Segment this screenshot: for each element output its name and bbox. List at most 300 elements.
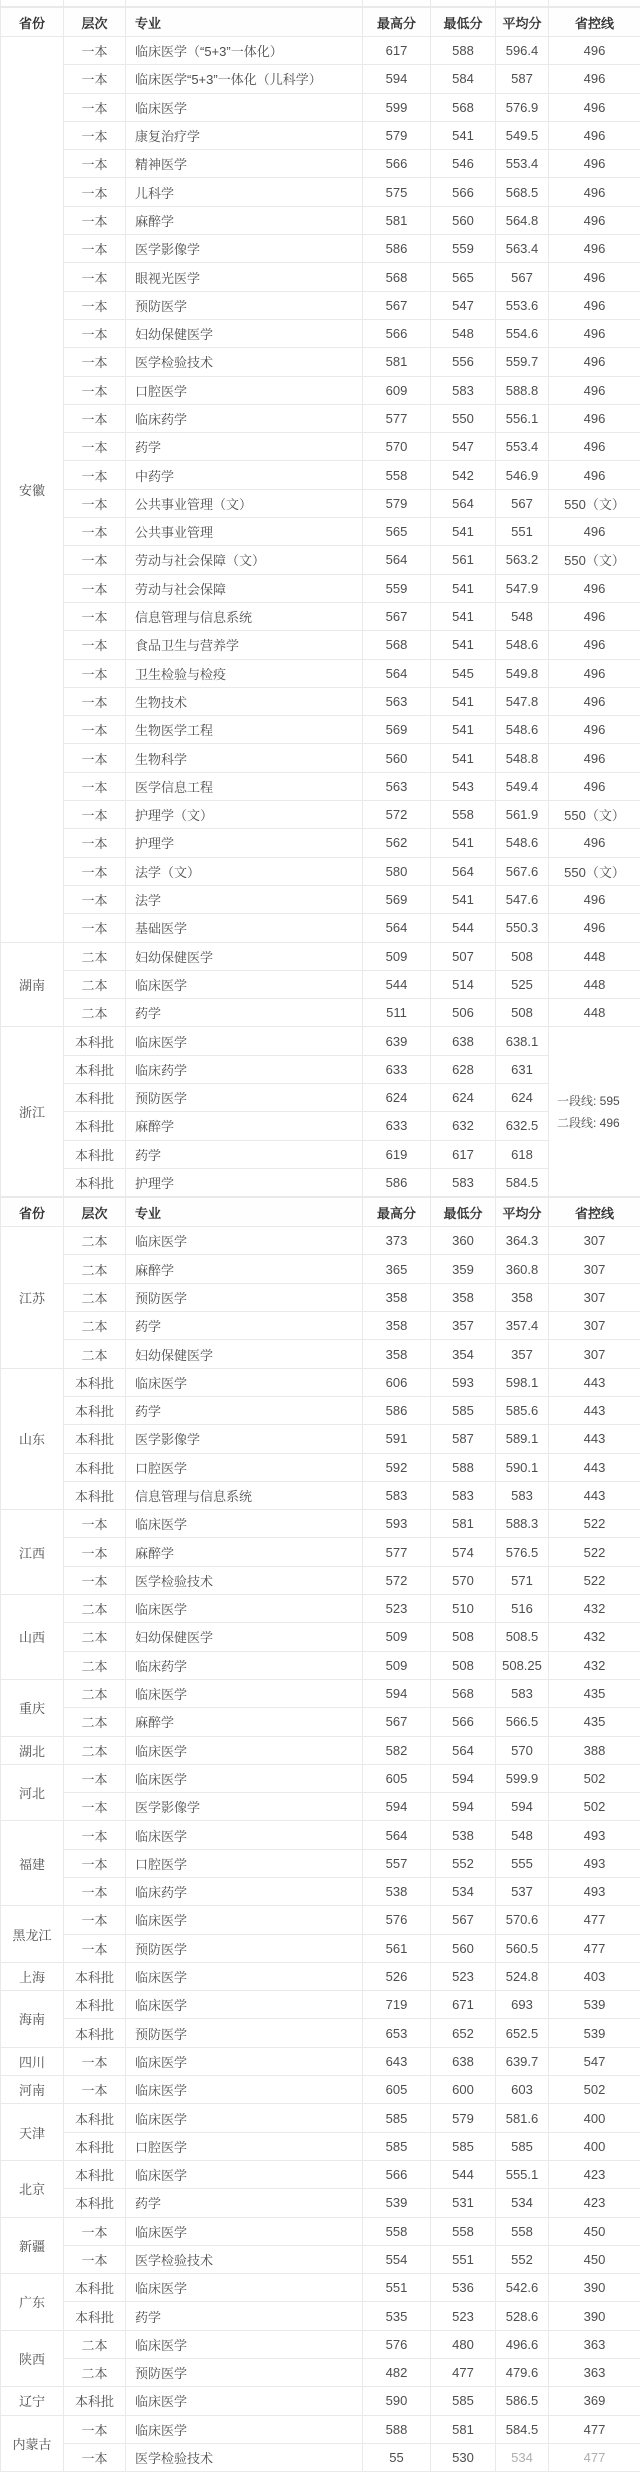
- major-cell: 康复治疗学: [126, 121, 363, 149]
- min-score-cell: 538: [431, 1821, 496, 1849]
- control-line-cell: 496: [549, 319, 640, 347]
- empty-cell: [363, 0, 431, 7]
- avg-score-cell: 508.5: [496, 1623, 549, 1651]
- table-row: [1, 1027, 640, 1055]
- min-score-cell: 508: [431, 1651, 496, 1679]
- major-cell: 麻醉学: [126, 1708, 363, 1736]
- province-cell: 浙江: [1, 1027, 64, 1197]
- major-cell: 护理学: [126, 829, 363, 857]
- table-row: [1, 1793, 640, 1821]
- min-score-cell: 583: [431, 1481, 496, 1509]
- score-tables-container: [0, 7, 640, 2472]
- table-row: [1, 744, 640, 772]
- major-cell: 医学影像学: [126, 1425, 363, 1453]
- column-header-avg-score: 平均分: [496, 8, 549, 37]
- table-row: [1, 1168, 640, 1196]
- max-score-cell: 558: [363, 2217, 431, 2245]
- control-line-cell: 307: [549, 1340, 640, 1368]
- avg-score-cell: 693: [496, 1991, 549, 2019]
- major-cell: 妇幼保健医学: [126, 1340, 363, 1368]
- max-score-cell: 365: [363, 1255, 431, 1283]
- column-header-level: 层次: [64, 1198, 126, 1227]
- control-line-cell: 477: [549, 1906, 640, 1934]
- max-score-cell: 619: [363, 1140, 431, 1168]
- level-cell: 一本: [64, 348, 126, 376]
- major-cell: 预防医学: [126, 291, 363, 319]
- control-line-cell: 496: [549, 744, 640, 772]
- min-score-cell: 360: [431, 1227, 496, 1255]
- header-row: [1, 1198, 640, 1227]
- header-row: [1, 8, 640, 37]
- avg-score-cell: 639.7: [496, 2047, 549, 2075]
- province-cell: 河南: [1, 2076, 64, 2104]
- major-cell: 临床医学: [126, 93, 363, 121]
- table-row: [1, 1651, 640, 1679]
- level-cell: 一本: [64, 744, 126, 772]
- control-line-cell: 307: [549, 1255, 640, 1283]
- min-score-cell: 541: [431, 687, 496, 715]
- table-row: [1, 631, 640, 659]
- control-line-cell: 496: [549, 37, 640, 65]
- min-score-cell: 523: [431, 1962, 496, 1990]
- level-cell: 一本: [64, 772, 126, 800]
- table-row: [1, 1140, 640, 1168]
- major-cell: 临床医学: [126, 1368, 363, 1396]
- level-cell: 二本: [64, 1595, 126, 1623]
- major-cell: 法学（文）: [126, 857, 363, 885]
- table-row: [1, 376, 640, 404]
- level-cell: 二本: [64, 1736, 126, 1764]
- level-cell: 本科批: [64, 1991, 126, 2019]
- max-score-cell: 585: [363, 2132, 431, 2160]
- level-cell: 二本: [64, 1255, 126, 1283]
- major-cell: 临床医学: [126, 1227, 363, 1255]
- max-score-cell: 572: [363, 801, 431, 829]
- max-score-cell: 564: [363, 1821, 431, 1849]
- level-cell: 本科批: [64, 1962, 126, 1990]
- control-line-cell: 477: [549, 2415, 640, 2443]
- max-score-cell: 568: [363, 631, 431, 659]
- control-line-cell: 493: [549, 1849, 640, 1877]
- avg-score-cell: 357: [496, 1340, 549, 1368]
- avg-score-cell: 549.8: [496, 659, 549, 687]
- max-score-cell: 535: [363, 2302, 431, 2330]
- column-header-max-score: 最高分: [363, 8, 431, 37]
- avg-score-cell: 563.2: [496, 546, 549, 574]
- level-cell: 二本: [64, 1708, 126, 1736]
- major-cell: 麻醉学: [126, 1255, 363, 1283]
- avg-score-cell: 534: [496, 2189, 549, 2217]
- max-score-cell: 594: [363, 65, 431, 93]
- level-cell: 一本: [64, 2047, 126, 2075]
- min-score-cell: 568: [431, 93, 496, 121]
- control-line-cell: 443: [549, 1425, 640, 1453]
- avg-score-cell: 588.8: [496, 376, 549, 404]
- major-cell: 药学: [126, 433, 363, 461]
- level-cell: 一本: [64, 716, 126, 744]
- max-score-cell: 570: [363, 433, 431, 461]
- table-row: [1, 1821, 640, 1849]
- table-row: [1, 1623, 640, 1651]
- level-cell: 本科批: [64, 1481, 126, 1509]
- control-line-cell: 432: [549, 1651, 640, 1679]
- max-score-cell: 358: [363, 1312, 431, 1340]
- max-score-cell: 568: [363, 263, 431, 291]
- major-cell: 口腔医学: [126, 2132, 363, 2160]
- avg-score-cell: 525: [496, 970, 549, 998]
- min-score-cell: 570: [431, 1566, 496, 1594]
- max-score-cell: 564: [363, 546, 431, 574]
- major-cell: 临床医学（“5+3”一体化）: [126, 37, 363, 65]
- table-row: [1, 319, 640, 347]
- province-cell: 江苏: [1, 1227, 64, 1368]
- min-score-cell: 544: [431, 2160, 496, 2188]
- level-cell: 二本: [64, 999, 126, 1027]
- control-line-cell: 423: [549, 2189, 640, 2217]
- table-row: [1, 1708, 640, 1736]
- level-cell: 本科批: [64, 2019, 126, 2047]
- major-cell: 医学影像学: [126, 235, 363, 263]
- max-score-cell: 583: [363, 1481, 431, 1509]
- max-score-cell: 569: [363, 885, 431, 913]
- table-row: [1, 1083, 640, 1111]
- table-row: [1, 1736, 640, 1764]
- column-header-major: 专业: [126, 8, 363, 37]
- avg-score-cell: 624: [496, 1083, 549, 1111]
- level-cell: 一本: [64, 235, 126, 263]
- level-cell: 一本: [64, 376, 126, 404]
- table-row: [1, 1962, 640, 1990]
- province-cell: 河北: [1, 1764, 64, 1821]
- major-cell: 临床医学: [126, 2217, 363, 2245]
- table-row: [1, 942, 640, 970]
- major-cell: 药学: [126, 2189, 363, 2217]
- min-score-cell: 584: [431, 65, 496, 93]
- min-score-cell: 628: [431, 1055, 496, 1083]
- max-score-cell: 605: [363, 1764, 431, 1792]
- table-row: [1, 1538, 640, 1566]
- table-row: [1, 2359, 640, 2387]
- table-row: [1, 914, 640, 942]
- partial-row-top: [0, 0, 640, 7]
- max-score-cell: 558: [363, 461, 431, 489]
- column-header-control-line: 省控线: [549, 1198, 640, 1227]
- major-cell: 生物技术: [126, 687, 363, 715]
- table-row: [1, 2132, 640, 2160]
- control-line-cell: 496: [549, 121, 640, 149]
- max-score-cell: 566: [363, 2160, 431, 2188]
- control-line-cell: 539: [549, 1991, 640, 2019]
- level-cell: 一本: [64, 2076, 126, 2104]
- control-line-cell: 496: [549, 376, 640, 404]
- avg-score-cell: 567: [496, 489, 549, 517]
- major-cell: 妇幼保健医学: [126, 319, 363, 347]
- control-line-cell: 496: [549, 263, 640, 291]
- table-row: [1, 2415, 640, 2443]
- major-cell: 药学: [126, 1396, 363, 1424]
- min-score-cell: 560: [431, 206, 496, 234]
- max-score-cell: 580: [363, 857, 431, 885]
- control-line-cell: 363: [549, 2359, 640, 2387]
- min-score-cell: 588: [431, 1453, 496, 1481]
- major-cell: 临床医学: [126, 1962, 363, 1990]
- table-row: [1, 2217, 640, 2245]
- level-cell: 一本: [64, 178, 126, 206]
- min-score-cell: 545: [431, 659, 496, 687]
- max-score-cell: 563: [363, 772, 431, 800]
- min-score-cell: 594: [431, 1793, 496, 1821]
- major-cell: 临床医学: [126, 2104, 363, 2132]
- level-cell: 二本: [64, 1227, 126, 1255]
- level-cell: 本科批: [64, 1368, 126, 1396]
- max-score-cell: 581: [363, 206, 431, 234]
- max-score-cell: 633: [363, 1112, 431, 1140]
- table-row: [1, 1453, 640, 1481]
- level-cell: 二本: [64, 1340, 126, 1368]
- max-score-cell: 509: [363, 1651, 431, 1679]
- major-cell: 麻醉学: [126, 1112, 363, 1140]
- min-score-cell: 579: [431, 2104, 496, 2132]
- table-row: [1, 263, 640, 291]
- min-score-cell: 508: [431, 1623, 496, 1651]
- control-line-cell: 388: [549, 1736, 640, 1764]
- max-score-cell: 557: [363, 1849, 431, 1877]
- avg-score-cell: 556.1: [496, 404, 549, 432]
- level-cell: 一本: [64, 121, 126, 149]
- level-cell: 本科批: [64, 1168, 126, 1196]
- table-row: [1, 2047, 640, 2075]
- avg-score-cell: 547.8: [496, 687, 549, 715]
- max-score-cell: 588: [363, 2415, 431, 2443]
- column-header-min-score: 最低分: [431, 8, 496, 37]
- major-cell: 临床医学: [126, 1027, 363, 1055]
- table-row: [1, 2104, 640, 2132]
- level-cell: 二本: [64, 1283, 126, 1311]
- table-row: [1, 1340, 640, 1368]
- avg-score-cell: 567.6: [496, 857, 549, 885]
- major-cell: 预防医学: [126, 1083, 363, 1111]
- major-cell: 医学检验技术: [126, 2245, 363, 2273]
- max-score-cell: 567: [363, 1708, 431, 1736]
- control-line-cell: 502: [549, 1793, 640, 1821]
- max-score-cell: 594: [363, 1793, 431, 1821]
- control-line-cell: 450: [549, 2245, 640, 2273]
- min-score-cell: 358: [431, 1283, 496, 1311]
- control-line-cell: 496: [549, 206, 640, 234]
- max-score-cell: 606: [363, 1368, 431, 1396]
- major-cell: 基础医学: [126, 914, 363, 942]
- major-cell: 临床医学: [126, 2160, 363, 2188]
- major-cell: 精神医学: [126, 150, 363, 178]
- table-row: [1, 801, 640, 829]
- max-score-cell: 643: [363, 2047, 431, 2075]
- max-score-cell: 566: [363, 319, 431, 347]
- table-row: [1, 37, 640, 65]
- table-row: [1, 178, 640, 206]
- table-row: [1, 1112, 640, 1140]
- province-cell: 重庆: [1, 1679, 64, 1736]
- major-cell: 预防医学: [126, 1283, 363, 1311]
- major-cell: 食品卫生与营养学: [126, 631, 363, 659]
- table-row: [1, 546, 640, 574]
- empty-cell: [496, 0, 549, 7]
- avg-score-cell: 528.6: [496, 2302, 549, 2330]
- avg-score-cell: 559.7: [496, 348, 549, 376]
- min-score-cell: 593: [431, 1368, 496, 1396]
- level-cell: 一本: [64, 857, 126, 885]
- major-cell: 眼视光医学: [126, 263, 363, 291]
- control-line-cell: 550（文）: [549, 546, 640, 574]
- control-line-cell: 550（文）: [549, 857, 640, 885]
- control-line-cell: 307: [549, 1283, 640, 1311]
- max-score-cell: 593: [363, 1510, 431, 1538]
- min-score-cell: 541: [431, 574, 496, 602]
- control-line-cell: 432: [549, 1595, 640, 1623]
- level-cell: 二本: [64, 2359, 126, 2387]
- avg-score-cell: 360.8: [496, 1255, 549, 1283]
- control-line-cell: 496: [549, 885, 640, 913]
- level-cell: 一本: [64, 1538, 126, 1566]
- table-row: [1, 2274, 640, 2302]
- table-row: [1, 659, 640, 687]
- avg-score-cell: 548.6: [496, 631, 549, 659]
- avg-score-cell: 555.1: [496, 2160, 549, 2188]
- major-cell: 信息管理与信息系统: [126, 1481, 363, 1509]
- min-score-cell: 541: [431, 631, 496, 659]
- min-score-cell: 638: [431, 1027, 496, 1055]
- level-cell: 本科批: [64, 2274, 126, 2302]
- level-cell: 一本: [64, 546, 126, 574]
- level-cell: 一本: [64, 150, 126, 178]
- max-score-cell: 653: [363, 2019, 431, 2047]
- max-score-cell: 719: [363, 1991, 431, 2019]
- level-cell: 一本: [64, 319, 126, 347]
- table-row: [1, 1312, 640, 1340]
- level-cell: 本科批: [64, 2160, 126, 2188]
- level-cell: 本科批: [64, 2104, 126, 2132]
- avg-score-cell: 547.9: [496, 574, 549, 602]
- min-score-cell: 547: [431, 433, 496, 461]
- avg-score-cell: 571: [496, 1566, 549, 1594]
- control-line-cell: 448: [549, 942, 640, 970]
- control-line-cell: 496: [549, 178, 640, 206]
- province-cell: 江西: [1, 1510, 64, 1595]
- max-score-cell: 373: [363, 1227, 431, 1255]
- avg-score-cell: 555: [496, 1849, 549, 1877]
- max-score-cell: 599: [363, 93, 431, 121]
- min-score-cell: 543: [431, 772, 496, 800]
- table-row: [1, 602, 640, 630]
- control-line-cell: 496: [549, 291, 640, 319]
- max-score-cell: 569: [363, 716, 431, 744]
- level-cell: 一本: [64, 2415, 126, 2443]
- avg-score-cell: 576.9: [496, 93, 549, 121]
- max-score-cell: 579: [363, 121, 431, 149]
- avg-score-cell: 546.9: [496, 461, 549, 489]
- control-line-cell: 502: [549, 2076, 640, 2104]
- table-row: [1, 1425, 640, 1453]
- level-cell: 二本: [64, 1312, 126, 1340]
- max-score-cell: 624: [363, 1083, 431, 1111]
- major-cell: 临床医学: [126, 1510, 363, 1538]
- table-row: [1, 2076, 640, 2104]
- max-score-cell: 560: [363, 744, 431, 772]
- level-cell: 一本: [64, 1510, 126, 1538]
- scores-table-block-1: [0, 7, 640, 1197]
- level-cell: 一本: [64, 574, 126, 602]
- max-score-cell: 594: [363, 1679, 431, 1707]
- control-line-cell: 435: [549, 1679, 640, 1707]
- column-header-major: 专业: [126, 1198, 363, 1227]
- min-score-cell: 510: [431, 1595, 496, 1623]
- avg-score-cell: 553.6: [496, 291, 549, 319]
- max-score-cell: 577: [363, 1538, 431, 1566]
- level-cell: 二本: [64, 1651, 126, 1679]
- max-score-cell: 590: [363, 2387, 431, 2415]
- column-header-control-line: 省控线: [549, 8, 640, 37]
- level-cell: 一本: [64, 518, 126, 546]
- control-line-cell: 547: [549, 2047, 640, 2075]
- province-cell: 四川: [1, 2047, 64, 2075]
- min-score-cell: 556: [431, 348, 496, 376]
- avg-score-cell: 548: [496, 1821, 549, 1849]
- max-score-cell: 482: [363, 2359, 431, 2387]
- table-row: [1, 65, 640, 93]
- major-cell: 预防医学: [126, 2359, 363, 2387]
- major-cell: 医学检验技术: [126, 348, 363, 376]
- level-cell: 一本: [64, 1906, 126, 1934]
- max-score-cell: 576: [363, 1906, 431, 1934]
- max-score-cell: 539: [363, 2189, 431, 2217]
- max-score-cell: 565: [363, 518, 431, 546]
- max-score-cell: 639: [363, 1027, 431, 1055]
- major-cell: 临床医学: [126, 2274, 363, 2302]
- province-cell: 山东: [1, 1368, 64, 1509]
- table-row: [1, 1764, 640, 1792]
- level-cell: 一本: [64, 2443, 126, 2471]
- level-cell: 本科批: [64, 1112, 126, 1140]
- max-score-cell: 544: [363, 970, 431, 998]
- control-line-cell: 423: [549, 2160, 640, 2188]
- table-row: [1, 348, 640, 376]
- major-cell: 公共事业管理: [126, 518, 363, 546]
- control-line-cell: 522: [549, 1566, 640, 1594]
- avg-score-cell: 585: [496, 2132, 549, 2160]
- avg-score-cell: 554.6: [496, 319, 549, 347]
- level-cell: 本科批: [64, 1140, 126, 1168]
- empty-cell: [549, 0, 640, 7]
- level-cell: 二本: [64, 1623, 126, 1651]
- level-cell: 二本: [64, 942, 126, 970]
- control-line-cell: 496: [549, 631, 640, 659]
- table-row: [1, 2245, 640, 2273]
- level-cell: 一本: [64, 65, 126, 93]
- column-header-province: 省份: [1, 1198, 64, 1227]
- level-cell: 二本: [64, 1679, 126, 1707]
- control-line-cell: 522: [549, 1538, 640, 1566]
- major-cell: 中药学: [126, 461, 363, 489]
- table-row: [1, 1255, 640, 1283]
- table-row: [1, 574, 640, 602]
- control-line-cell: 522: [549, 1510, 640, 1538]
- major-cell: 预防医学: [126, 1934, 363, 1962]
- major-cell: 麻醉学: [126, 1538, 363, 1566]
- major-cell: 医学检验技术: [126, 1566, 363, 1594]
- table-row: [1, 1849, 640, 1877]
- major-cell: 口腔医学: [126, 1849, 363, 1877]
- empty-cell: [64, 0, 126, 7]
- avg-score-cell: 599.9: [496, 1764, 549, 1792]
